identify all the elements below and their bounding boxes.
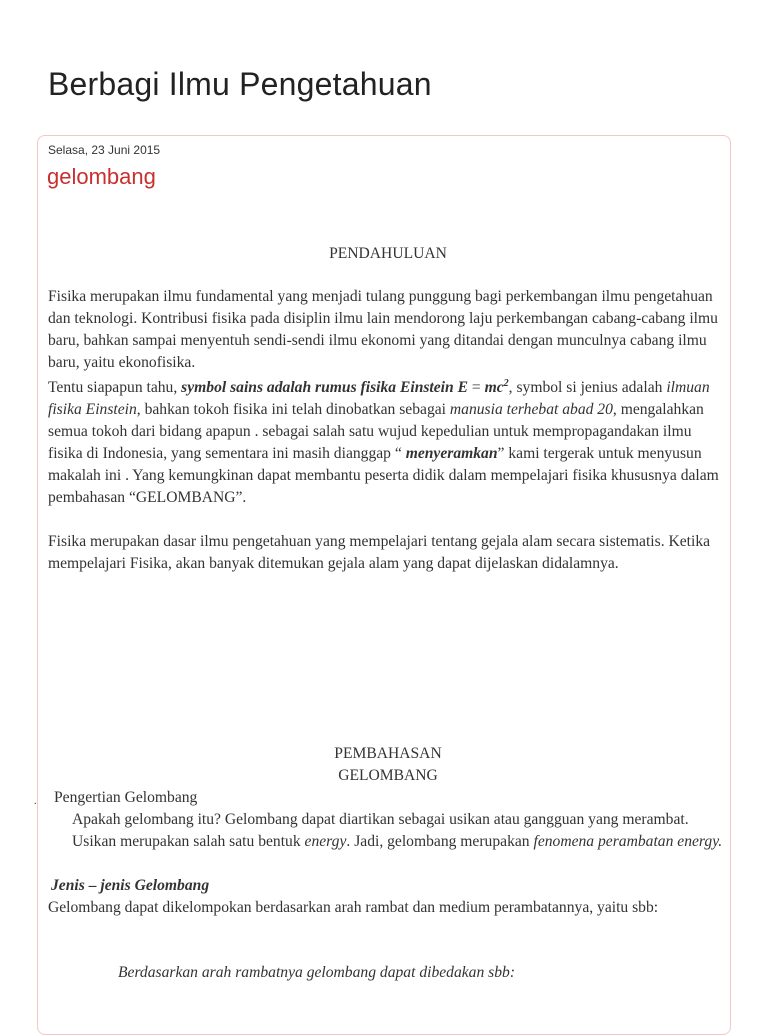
bullet-marker: . [34, 796, 37, 807]
sub-heading-definition: Pengertian Gelombang [54, 789, 198, 806]
paragraph-intro-1: Fisika merupakan ilmu fundamental yang menjadi tulang punggung bagi perkembangan ilmu pengetahuan dan teknologi. Kontribusi fisika pada disiplin ilmu lain mendorong laju perkembangan cabang-cabang ilmu baru, bahkan sampai menyentuh sendi-sendi ilmu ekonomi yang ditandai dengan munculnya cabang ilmu baru, yaitu ekonofisika. [48, 288, 718, 371]
post-date: Selasa, 23 Juni 2015 [48, 143, 161, 157]
discussion-heading: PEMBAHASAN [334, 745, 442, 762]
blog-title[interactable]: Berbagi Ilmu Pengetahuan [48, 66, 432, 102]
paragraph-direction: Berdasarkan arah rambatnya gelombang dapat dibedakan sbb: [118, 964, 516, 981]
paragraph-intro-3: Fisika merupakan dasar ilmu pengetahuan yang mempelajari tentang gejala alam secara sistematis. Ketika mempelajari Fisika, akan banyak ditemukan gejala alam yang dapat dijelaskan didalamnya. [48, 533, 711, 572]
wave-heading: GELOMBANG [338, 767, 438, 784]
paragraph-types: Gelombang dapat dikelompokan berdasarkan arah rambat dan medium perambatannya, yaitu sbb: [48, 899, 659, 916]
paragraph-definition: Apakah gelombang itu? Gelombang dapat diartikan sebagai usikan atau gangguan yang merambat. Usikan merupakan salah satu bentuk energy. Jadi, gelombang merupakan fenomena perambatan energy. [72, 811, 723, 850]
types-heading: Jenis – jenis Gelombang [51, 877, 210, 894]
post-title[interactable]: gelombang [47, 164, 156, 189]
intro-heading: PENDAHULUAN [329, 245, 447, 262]
paragraph-intro-2: Tentu siapapun tahu, symbol sains adalah rumus fisika Einstein $E = mc^2$, symbol si jenius adalah ilmuan fisika Einstein, bahkan tokoh fisika ini telah dinobatkan sebagai manusia terhebat abad 20, mengalahkan semua tokoh dari bidang apapun . sebagai salah satu wujud kepedulian untuk mempropagandakan ilmu fisika di Indonesia, yang sementara ini masih dianggap “ menyeramkan” kami tergerak untuk menyusun makalah ini . Yang kemungkinan dapat membantu peserta didik dalam mempelajari fisika khususnya dalam pembahasan “GELOMBANG”. [48, 377, 719, 506]
